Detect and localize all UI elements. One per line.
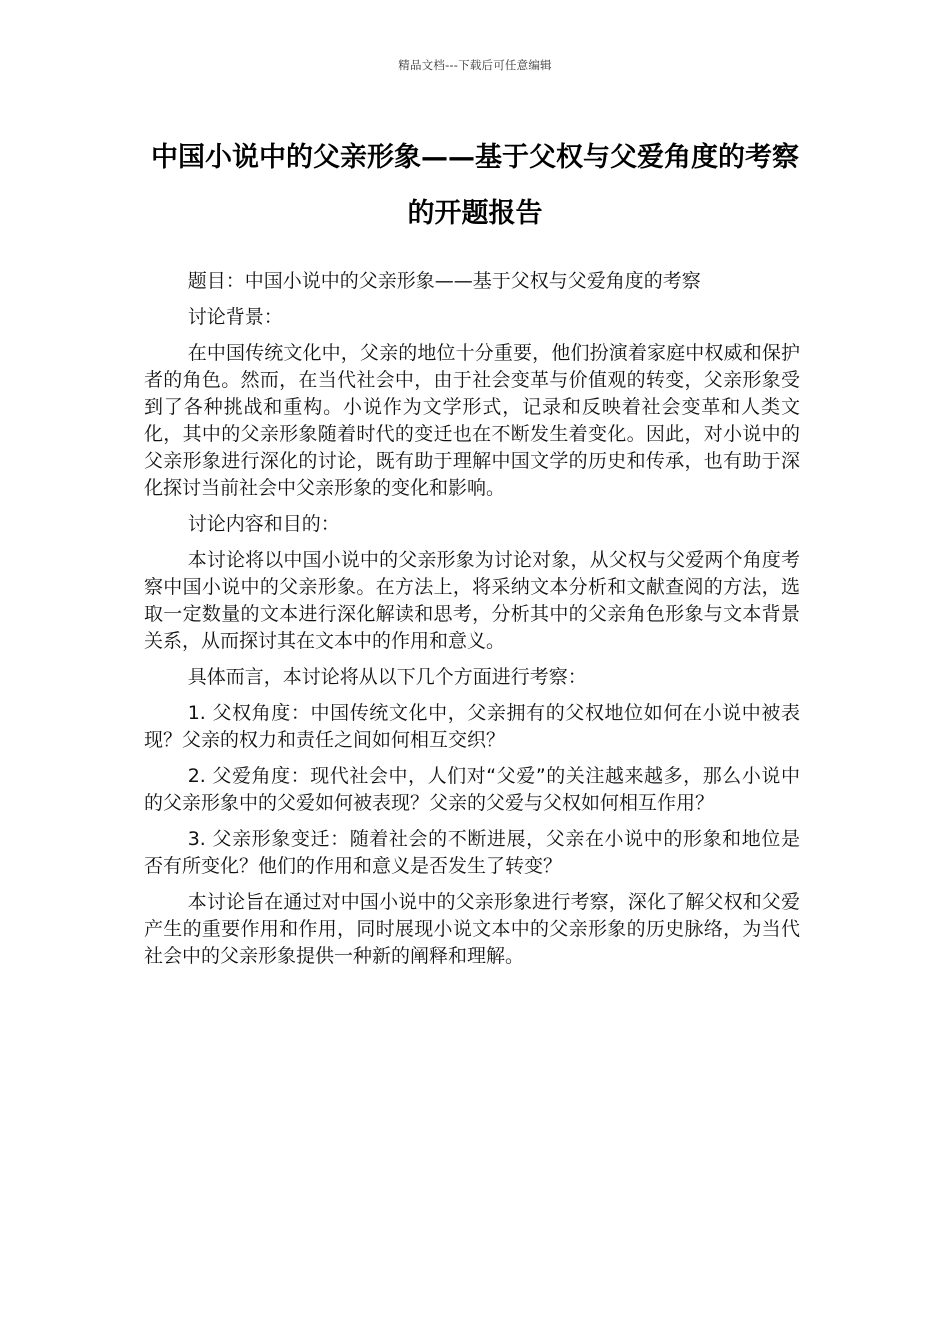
content-paragraph: 本讨论将以中国小说中的父亲形象为讨论对象，从父权与父爱两个角度考察中国小说中的父亲形象。在方法上，将采纳文本分析和文献查阅的方法，选取一定数量的文本进行深化解读和思考，分析其中的父亲角色形象与文本背景关系，从而探讨其在文本中的作用和意义。	[144, 549, 800, 652]
conclusion-paragraph: 本讨论旨在通过对中国小说中的父亲形象进行考察，深化了解父权和父爱产生的重要作用和作用，同时展现小说文本中的父亲形象的历史脉络，为当代社会中的父亲形象提供一种新的阐释和理解。	[144, 891, 800, 967]
page-header-note: 精品文档---下载后可任意编辑	[398, 58, 552, 72]
aspect-item-3: 3. 父亲形象变迁：随着社会的不断进展，父亲在小说中的形象和地位是否有所变化？他们的作用和意义是否发生了转变？	[144, 828, 800, 877]
document-body	[144, 268, 800, 979]
aspects-intro: 具体而言，本讨论将从以下几个方面进行考察：	[187, 666, 587, 688]
aspect-item-2: 2. 父爱角度：现代社会中，人们对“父爱”的关注越来越多，那么小说中的父亲形象中的父爱如何被表现？父亲的父爱与父权如何相互作用？	[144, 765, 800, 814]
aspect-item-1: 1. 父权角度：中国传统文化中，父亲拥有的父权地位如何在小说中被表现？父亲的权力和责任之间如何相互交织？	[144, 702, 800, 751]
document-title: 中国小说中的父亲形象——基于父权与父爱角度的考察的开题报告	[151, 142, 799, 229]
topic-line: 题目：中国小说中的父亲形象——基于父权与父爱角度的考察	[187, 270, 701, 292]
section-heading-background: 讨论背景：	[187, 306, 283, 328]
section-heading-content-purpose: 讨论内容和目的：	[187, 513, 340, 535]
background-paragraph: 在中国传统文化中，父亲的地位十分重要，他们扮演着家庭中权威和保护者的角色。然而，在当代社会中，由于社会变革与价值观的转变，父亲形象受到了各种挑战和重构。小说作为文学形式，记录和反映着社会变革和人类文化，其中的父亲形象随着时代的变迁也在不断发生着变化。因此，对小说中的父亲形象进行深化的讨论，既有助于理解中国文学的历史和传承，也有助于深化探讨当前社会中父亲形象的变化和影响。	[144, 342, 800, 499]
